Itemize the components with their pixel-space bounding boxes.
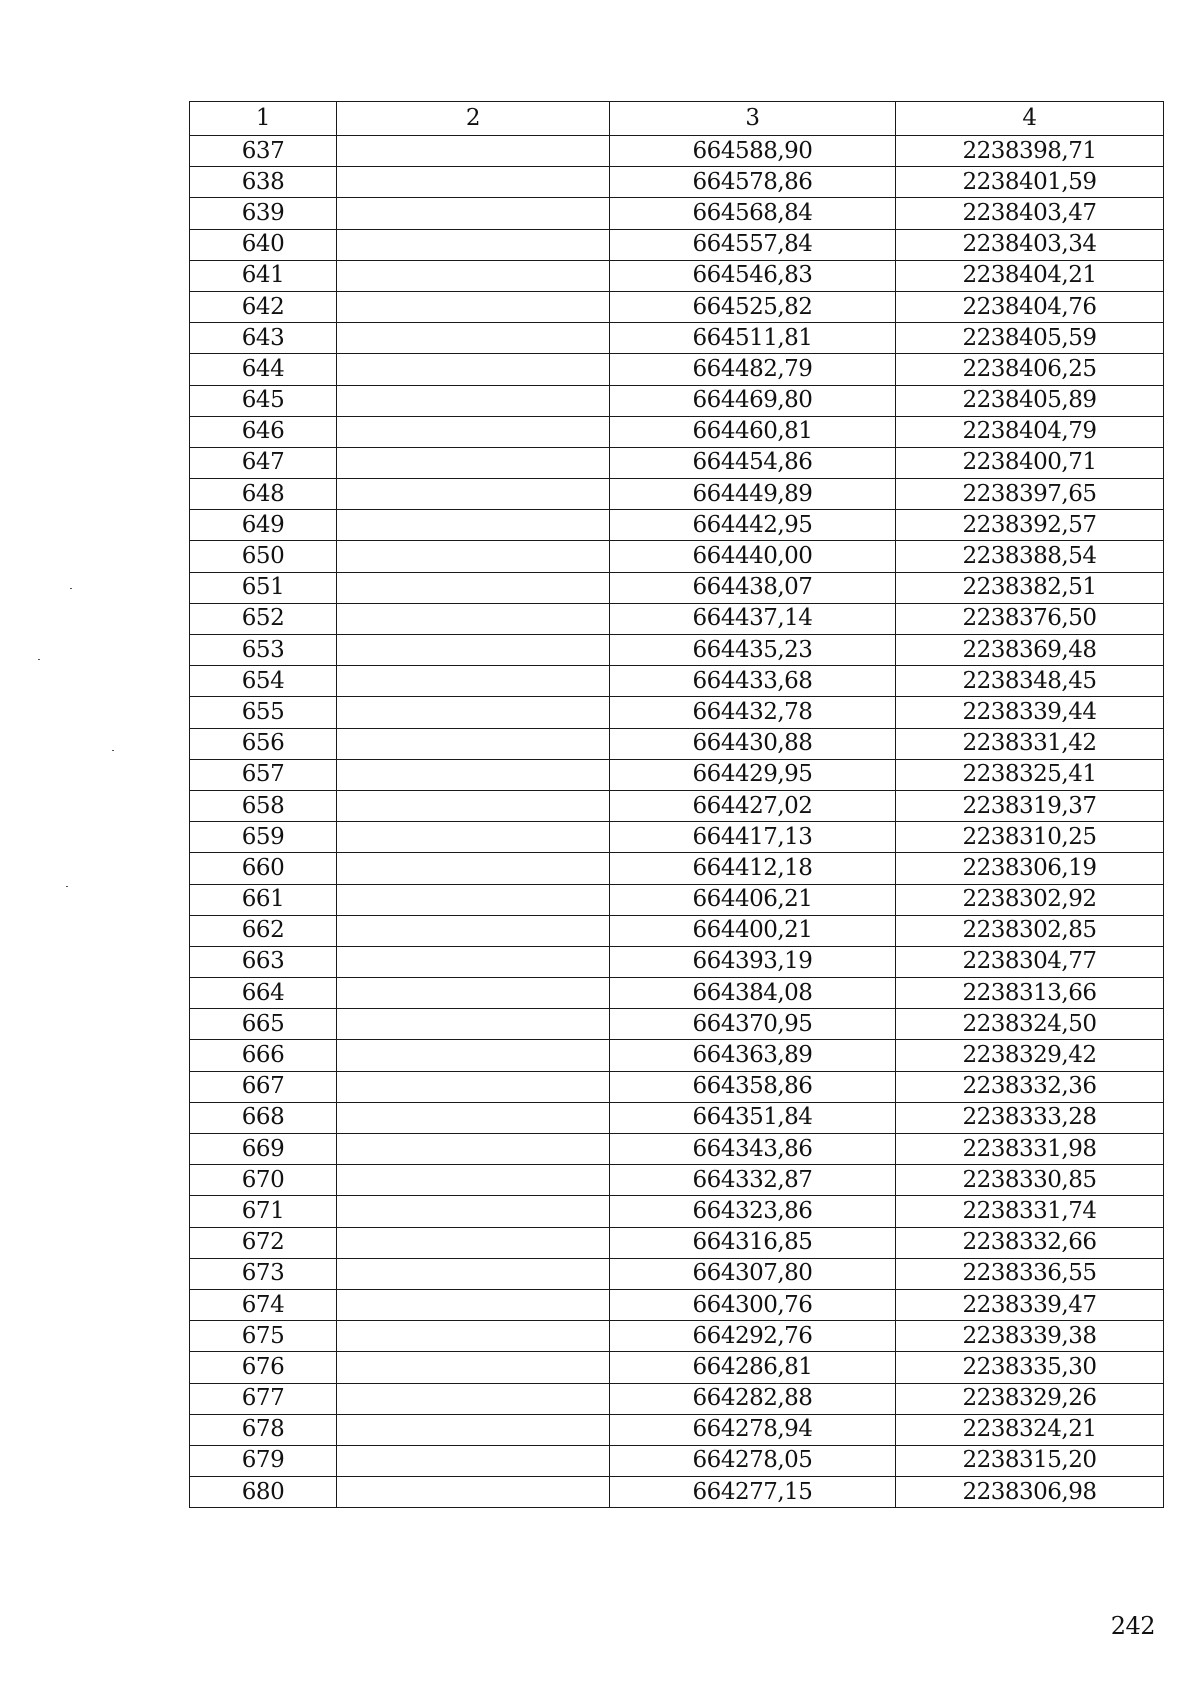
x-coordinate-cell: 664568,84: [610, 198, 896, 229]
x-coordinate-cell: 664278,05: [610, 1445, 896, 1476]
y-coordinate-cell: 2238306,98: [896, 1477, 1164, 1508]
point-number-cell: 650: [190, 541, 337, 572]
table-row: [190, 1165, 1164, 1196]
point-number-cell: 669: [190, 1134, 337, 1165]
x-coordinate-cell: 664417,13: [610, 822, 896, 853]
x-coordinate-cell: 664511,81: [610, 323, 896, 354]
point-number-cell: 672: [190, 1227, 337, 1258]
description-cell: [337, 822, 610, 853]
y-coordinate-cell: 2238382,51: [896, 572, 1164, 603]
point-number-cell: 641: [190, 260, 337, 291]
description-cell: [337, 728, 610, 759]
y-coordinate-cell: 2238324,50: [896, 1009, 1164, 1040]
y-coordinate-cell: 2238331,98: [896, 1134, 1164, 1165]
description-cell: [337, 1227, 610, 1258]
table-row: [190, 291, 1164, 322]
x-coordinate-cell: 664546,83: [610, 260, 896, 291]
x-coordinate-cell: 664442,95: [610, 510, 896, 541]
table-row: [190, 416, 1164, 447]
x-coordinate-cell: 664278,94: [610, 1414, 896, 1445]
table-row: [190, 198, 1164, 229]
point-number-cell: 680: [190, 1477, 337, 1508]
description-cell: [337, 260, 610, 291]
table-row: [190, 603, 1164, 634]
description-cell: [337, 1071, 610, 1102]
y-coordinate-cell: 2238388,54: [896, 541, 1164, 572]
x-coordinate-cell: 664525,82: [610, 291, 896, 322]
y-coordinate-cell: 2238332,66: [896, 1227, 1164, 1258]
description-cell: [337, 229, 610, 260]
y-coordinate-cell: 2238398,71: [896, 136, 1164, 167]
y-coordinate-cell: 2238306,19: [896, 853, 1164, 884]
description-cell: [337, 635, 610, 666]
x-coordinate-cell: 664282,88: [610, 1383, 896, 1414]
description-cell: [337, 1321, 610, 1352]
x-coordinate-cell: 664482,79: [610, 354, 896, 385]
point-number-cell: 664: [190, 978, 337, 1009]
y-coordinate-cell: 2238404,76: [896, 291, 1164, 322]
x-coordinate-cell: 664400,21: [610, 915, 896, 946]
description-cell: [337, 1289, 610, 1320]
description-cell: [337, 572, 610, 603]
x-coordinate-cell: 664412,18: [610, 853, 896, 884]
x-coordinate-cell: 664588,90: [610, 136, 896, 167]
table-row: [190, 1445, 1164, 1476]
table-row: [190, 1289, 1164, 1320]
y-coordinate-cell: 2238376,50: [896, 603, 1164, 634]
y-coordinate-cell: 2238339,47: [896, 1289, 1164, 1320]
x-coordinate-cell: 664440,00: [610, 541, 896, 572]
x-coordinate-cell: 664438,07: [610, 572, 896, 603]
table-row: [190, 666, 1164, 697]
y-coordinate-cell: 2238310,25: [896, 822, 1164, 853]
table-row: [190, 260, 1164, 291]
y-coordinate-cell: 2238324,21: [896, 1414, 1164, 1445]
table-row: [190, 822, 1164, 853]
point-number-cell: 679: [190, 1445, 337, 1476]
y-coordinate-cell: 2238325,41: [896, 759, 1164, 790]
x-coordinate-cell: 664300,76: [610, 1289, 896, 1320]
table-row: [190, 229, 1164, 260]
x-coordinate-cell: 664292,76: [610, 1321, 896, 1352]
y-coordinate-cell: 2238397,65: [896, 479, 1164, 510]
scan-speck: [66, 886, 68, 887]
x-coordinate-cell: 664307,80: [610, 1258, 896, 1289]
y-coordinate-cell: 2238405,59: [896, 323, 1164, 354]
y-coordinate-cell: 2238404,79: [896, 416, 1164, 447]
x-coordinate-cell: 664454,86: [610, 447, 896, 478]
description-cell: [337, 1383, 610, 1414]
point-number-cell: 654: [190, 666, 337, 697]
table-body: [190, 136, 1164, 1508]
table-row: [190, 479, 1164, 510]
table-row: [190, 354, 1164, 385]
description-cell: [337, 198, 610, 229]
point-number-cell: 662: [190, 915, 337, 946]
table-row: [190, 1383, 1164, 1414]
y-coordinate-cell: 2238392,57: [896, 510, 1164, 541]
point-number-cell: 640: [190, 229, 337, 260]
y-coordinate-cell: 2238406,25: [896, 354, 1164, 385]
x-coordinate-cell: 664432,78: [610, 697, 896, 728]
description-cell: [337, 1196, 610, 1227]
x-coordinate-cell: 664429,95: [610, 759, 896, 790]
scan-speck: [38, 659, 40, 660]
table-row: [190, 1134, 1164, 1165]
y-coordinate-cell: 2238313,66: [896, 978, 1164, 1009]
column-header-1: 1: [190, 102, 337, 136]
x-coordinate-cell: 664343,86: [610, 1134, 896, 1165]
x-coordinate-cell: 664557,84: [610, 229, 896, 260]
table-row: [190, 853, 1164, 884]
y-coordinate-cell: 2238339,44: [896, 697, 1164, 728]
x-coordinate-cell: 664351,84: [610, 1102, 896, 1133]
description-cell: [337, 884, 610, 915]
description-cell: [337, 447, 610, 478]
point-number-cell: 677: [190, 1383, 337, 1414]
table-row: [190, 697, 1164, 728]
description-cell: [337, 666, 610, 697]
point-number-cell: 651: [190, 572, 337, 603]
x-coordinate-cell: 664460,81: [610, 416, 896, 447]
point-number-cell: 645: [190, 385, 337, 416]
column-header-2: 2: [337, 102, 610, 136]
point-number-cell: 668: [190, 1102, 337, 1133]
description-cell: [337, 1352, 610, 1383]
x-coordinate-cell: 664430,88: [610, 728, 896, 759]
description-cell: [337, 790, 610, 821]
y-coordinate-cell: 2238302,85: [896, 915, 1164, 946]
x-coordinate-cell: 664384,08: [610, 978, 896, 1009]
table-row: [190, 790, 1164, 821]
description-cell: [337, 291, 610, 322]
description-cell: [337, 479, 610, 510]
point-number-cell: 666: [190, 1040, 337, 1071]
description-cell: [337, 1165, 610, 1196]
description-cell: [337, 603, 610, 634]
y-coordinate-cell: 2238369,48: [896, 635, 1164, 666]
point-number-cell: 653: [190, 635, 337, 666]
point-number-cell: 659: [190, 822, 337, 853]
point-number-cell: 652: [190, 603, 337, 634]
description-cell: [337, 354, 610, 385]
table-row: [190, 1321, 1164, 1352]
table-row: [190, 915, 1164, 946]
y-coordinate-cell: 2238400,71: [896, 447, 1164, 478]
description-cell: [337, 1445, 610, 1476]
x-coordinate-cell: 664437,14: [610, 603, 896, 634]
y-coordinate-cell: 2238339,38: [896, 1321, 1164, 1352]
point-number-cell: 649: [190, 510, 337, 541]
scan-speck: [112, 750, 114, 751]
x-coordinate-cell: 664370,95: [610, 1009, 896, 1040]
table-row: [190, 447, 1164, 478]
description-cell: [337, 697, 610, 728]
description-cell: [337, 385, 610, 416]
x-coordinate-cell: 664393,19: [610, 946, 896, 977]
x-coordinate-cell: 664332,87: [610, 1165, 896, 1196]
point-number-cell: 657: [190, 759, 337, 790]
x-coordinate-cell: 664469,80: [610, 385, 896, 416]
point-number-cell: 656: [190, 728, 337, 759]
y-coordinate-cell: 2238403,34: [896, 229, 1164, 260]
y-coordinate-cell: 2238333,28: [896, 1102, 1164, 1133]
description-cell: [337, 416, 610, 447]
point-number-cell: 678: [190, 1414, 337, 1445]
description-cell: [337, 136, 610, 167]
x-coordinate-cell: 664449,89: [610, 479, 896, 510]
y-coordinate-cell: 2238405,89: [896, 385, 1164, 416]
y-coordinate-cell: 2238331,42: [896, 728, 1164, 759]
table-row: [190, 385, 1164, 416]
column-header-4: 4: [896, 102, 1164, 136]
y-coordinate-cell: 2238404,21: [896, 260, 1164, 291]
point-number-cell: 667: [190, 1071, 337, 1102]
table-row: [190, 1009, 1164, 1040]
table-row: [190, 728, 1164, 759]
y-coordinate-cell: 2238348,45: [896, 666, 1164, 697]
header-row: [190, 102, 1164, 136]
description-cell: [337, 1258, 610, 1289]
table-row: [190, 1102, 1164, 1133]
table-row: [190, 1196, 1164, 1227]
point-number-cell: 661: [190, 884, 337, 915]
point-number-cell: 658: [190, 790, 337, 821]
table-row: [190, 1040, 1164, 1071]
y-coordinate-cell: 2238331,74: [896, 1196, 1164, 1227]
table-row: [190, 978, 1164, 1009]
y-coordinate-cell: 2238403,47: [896, 198, 1164, 229]
table-row: [190, 1258, 1164, 1289]
point-number-cell: 646: [190, 416, 337, 447]
point-number-cell: 674: [190, 1289, 337, 1320]
column-header-3: 3: [610, 102, 896, 136]
point-number-cell: 673: [190, 1258, 337, 1289]
y-coordinate-cell: 2238302,92: [896, 884, 1164, 915]
table-row: [190, 1071, 1164, 1102]
table-row: [190, 541, 1164, 572]
point-number-cell: 676: [190, 1352, 337, 1383]
point-number-cell: 660: [190, 853, 337, 884]
x-coordinate-cell: 664277,15: [610, 1477, 896, 1508]
scan-speck: [70, 588, 72, 589]
point-number-cell: 647: [190, 447, 337, 478]
point-number-cell: 639: [190, 198, 337, 229]
description-cell: [337, 978, 610, 1009]
table-row: [190, 759, 1164, 790]
y-coordinate-cell: 2238336,55: [896, 1258, 1164, 1289]
coordinates-table: [189, 101, 1164, 1508]
point-number-cell: 643: [190, 323, 337, 354]
description-cell: [337, 510, 610, 541]
table-row: [190, 946, 1164, 977]
x-coordinate-cell: 664433,68: [610, 666, 896, 697]
description-cell: [337, 853, 610, 884]
point-number-cell: 642: [190, 291, 337, 322]
table-row: [190, 572, 1164, 603]
description-cell: [337, 1009, 610, 1040]
description-cell: [337, 1414, 610, 1445]
description-cell: [337, 1477, 610, 1508]
table-row: [190, 1352, 1164, 1383]
description-cell: [337, 1040, 610, 1071]
x-coordinate-cell: 664406,21: [610, 884, 896, 915]
y-coordinate-cell: 2238304,77: [896, 946, 1164, 977]
table-header: [190, 102, 1164, 136]
description-cell: [337, 915, 610, 946]
description-cell: [337, 759, 610, 790]
table-row: [190, 635, 1164, 666]
table-row: [190, 136, 1164, 167]
table-row: [190, 1227, 1164, 1258]
description-cell: [337, 167, 610, 198]
description-cell: [337, 541, 610, 572]
x-coordinate-cell: 664363,89: [610, 1040, 896, 1071]
table-row: [190, 510, 1164, 541]
table-row: [190, 167, 1164, 198]
table-row: [190, 1414, 1164, 1445]
y-coordinate-cell: 2238401,59: [896, 167, 1164, 198]
point-number-cell: 648: [190, 479, 337, 510]
x-coordinate-cell: 664358,86: [610, 1071, 896, 1102]
point-number-cell: 671: [190, 1196, 337, 1227]
y-coordinate-cell: 2238330,85: [896, 1165, 1164, 1196]
point-number-cell: 644: [190, 354, 337, 385]
point-number-cell: 675: [190, 1321, 337, 1352]
point-number-cell: 663: [190, 946, 337, 977]
x-coordinate-cell: 664286,81: [610, 1352, 896, 1383]
point-number-cell: 637: [190, 136, 337, 167]
description-cell: [337, 946, 610, 977]
y-coordinate-cell: 2238332,36: [896, 1071, 1164, 1102]
table-row: [190, 1477, 1164, 1508]
x-coordinate-cell: 664578,86: [610, 167, 896, 198]
x-coordinate-cell: 664323,86: [610, 1196, 896, 1227]
x-coordinate-cell: 664316,85: [610, 1227, 896, 1258]
description-cell: [337, 1134, 610, 1165]
page-number: 242: [1110, 1612, 1155, 1640]
y-coordinate-cell: 2238329,42: [896, 1040, 1164, 1071]
point-number-cell: 665: [190, 1009, 337, 1040]
x-coordinate-cell: 664427,02: [610, 790, 896, 821]
point-number-cell: 638: [190, 167, 337, 198]
table-row: [190, 323, 1164, 354]
y-coordinate-cell: 2238335,30: [896, 1352, 1164, 1383]
description-cell: [337, 1102, 610, 1133]
y-coordinate-cell: 2238315,20: [896, 1445, 1164, 1476]
table-row: [190, 884, 1164, 915]
description-cell: [337, 323, 610, 354]
y-coordinate-cell: 2238319,37: [896, 790, 1164, 821]
point-number-cell: 655: [190, 697, 337, 728]
x-coordinate-cell: 664435,23: [610, 635, 896, 666]
y-coordinate-cell: 2238329,26: [896, 1383, 1164, 1414]
point-number-cell: 670: [190, 1165, 337, 1196]
